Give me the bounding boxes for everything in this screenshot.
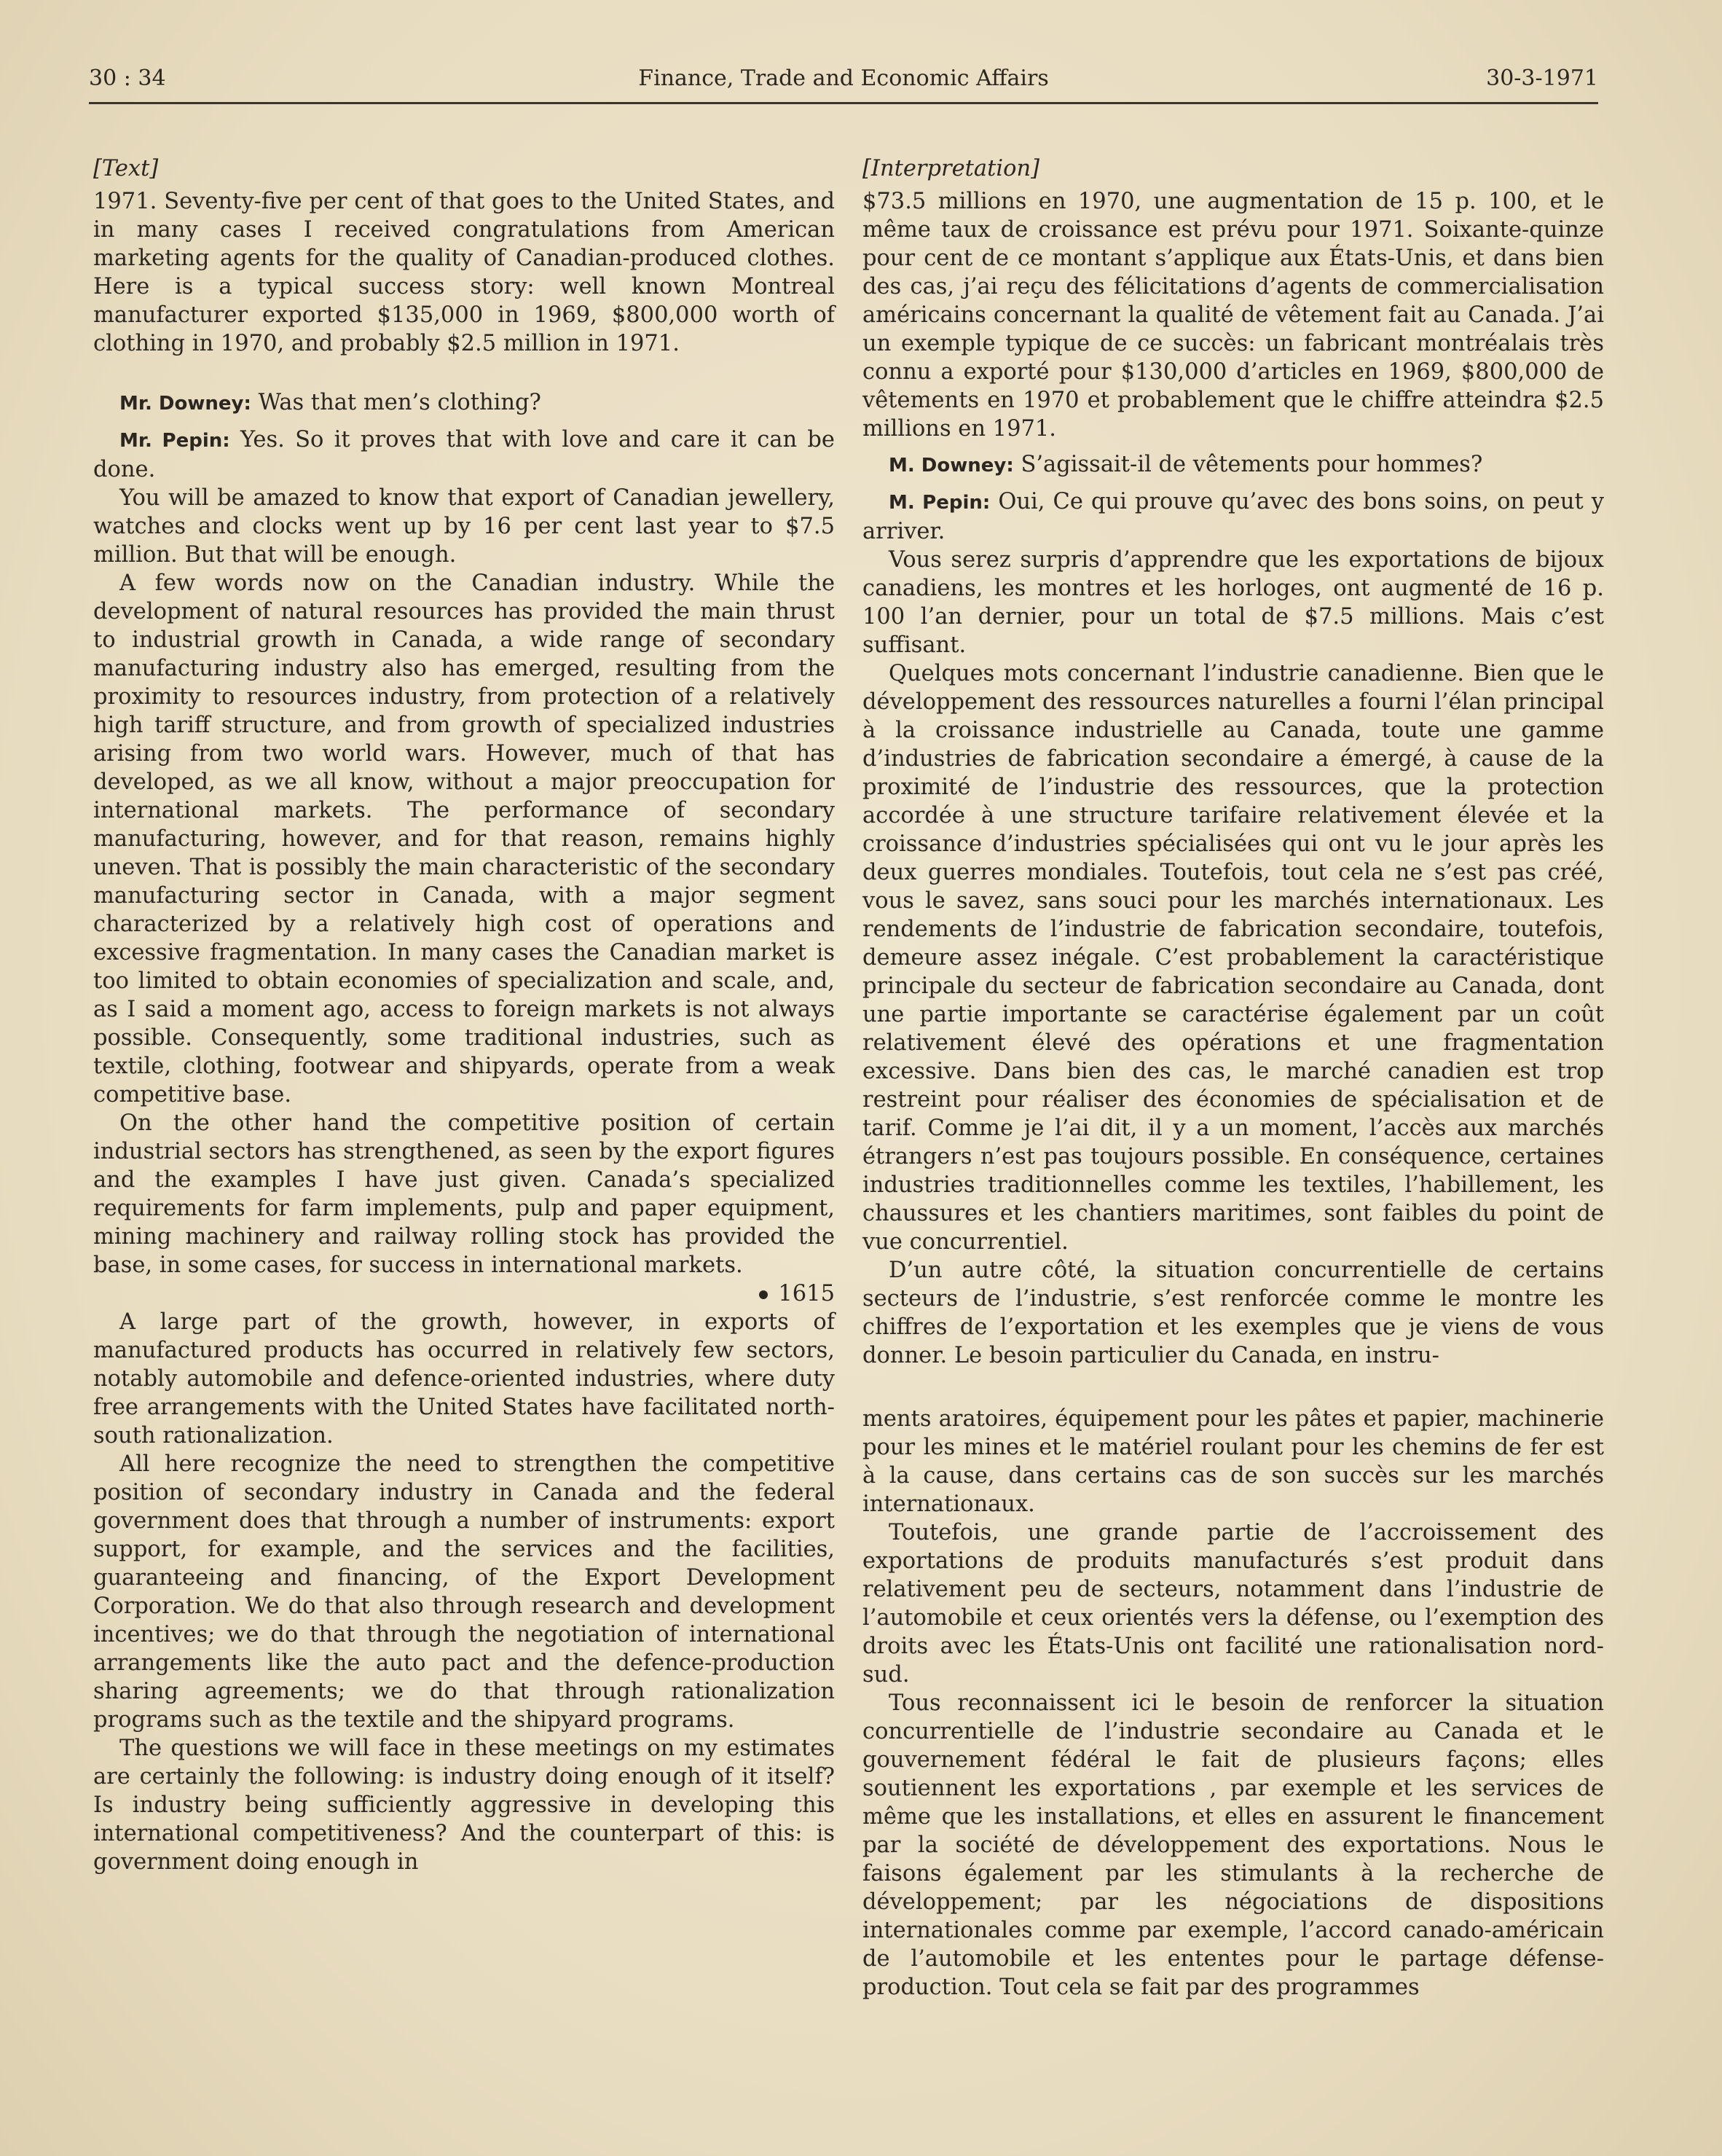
paragraph: Toutefois, une grande partie de l’accroissement des exportations de produits manufacturés s’est produit dans relativement peu de secteurs, notamment dans l’industrie de l’automobile et ceux orientés vers la défense, ou l’exemption des droits avec les États-Unis ont facilité une rationalisation nord-sud.	[862, 1520, 1604, 1687]
paragraph: ments aratoires, équipement pour les pâtes et papier, machinerie pour les mines et le matériel roulant pour les chemins de fer est à la cause, dans certains cas de son succès sur les marchés internationaux.	[862, 1406, 1604, 1517]
speech-text: Oui, Ce qui prouve qu’avec des bons soins, on peut y arriver.	[862, 489, 1605, 544]
column-label: [Text]	[93, 156, 159, 181]
time-marker-text: 1615	[778, 1281, 835, 1306]
paragraph: Quelques mots concernant l’industrie canadienne. Bien que le développement des ressources naturelles a fourni l’élan principal à la croissance industrielle au Canada, toute une gamme d’industries de fabrication secondaire a émergé, à cause de la proximité de l’industrie des ressources, que la protection accordée à une structure tarifaire relativement élevée et la croissance d’industries spécialisées qui ont vu le jour après les deux guerres mondiales. Toutefois, tout cela ne s’est pas créé, vous le savez, sans souci pour les marchés internationaux. Les rendements de l’industrie de fabrication secondaire, toutefois, demeure assez inégale. C’est probablement la caractéristique principale du secteur de fabrication secondaire au Canada, dont une partie importante se caractérise également par un coût relativement élevé des opérations et une fragmentation excessive. Dans bien des cas, le marché canadien est trop restreint pour réaliser des économies de spécialisation et de tarif. Comme je l’ai dit, il y a un moment, l’accès aux marchés étrangers n’est pas toujours possible. En conséquence, certaines industries traditionnelles comme les textiles, l’habillement, les chaussures et les chantiers maritimes, sont faibles du point de vue concurrentiel.	[862, 661, 1604, 1255]
speaker-paragraph	[862, 487, 1604, 546]
paragraph: The questions we will face in these meetings on my estimates are certainly the following: is industry doing enough of it itself? Is industry being sufficiently aggressive in developing this international competitiveness? And the counterpart of this: is government doing enough in	[93, 1736, 835, 1875]
paragraph: You will be amazed to know that export of Canadian jewellery, watches and clocks went up by 16 per cent last year to $7.5 million. But that will be enough.	[93, 485, 835, 568]
column-gap	[862, 1370, 1604, 1405]
paragraph: $73.5 millions en 1970, une augmentation de 15 p. 100, et le même taux de croissance est prévu pour 1971. Soixante-quinze pour cent de ce montant s’applique aux États-Unis, et dans bien des cas, j’ai reçu des félicitations d’agents de commercialisation américains concernant la qualité de vêtement fait au Canada. J’ai un exemple typique de ce succès: un fabricant montréalais très connu a exporté pour $130,000 d’articles en 1969, $800,000 de vêtements en 1970 et probablement que le chiffre atteindra $2.5 millions en 1971.	[862, 189, 1604, 442]
paragraph: Tous reconnaissent ici le besoin de renforcer la situation concurrentielle de l’industrie secondaire au Canada et le gouvernement fédéral le fait de plusieurs façons; elles soutiennent les exportations , par exemple et les services de même que les installations, et elles en assurent le financement par la société de développement des exportations. Nous le faisons également par les stimulants à la recherche de développement; par les négociations de dispositions internationales comme par exemple, l’accord canado-américain de l’automobile et les ententes pour le partage défense-production. Tout cela se fait par des programmes	[862, 1690, 1604, 2000]
speaker-name: Mr. Downey:	[119, 393, 251, 415]
english-column	[93, 154, 835, 1876]
column-label: [Interpretation]	[862, 156, 1039, 181]
bullet-icon	[759, 1290, 768, 1299]
header-date: 30-3-1971	[1486, 66, 1598, 91]
header-title: Finance, Trade and Economic Affairs	[638, 66, 1049, 91]
page-number: 30 : 34	[89, 66, 166, 91]
speaker-name: M. Pepin:	[889, 492, 991, 514]
paragraph: A large part of the growth, however, in exports of manufactured products has occurred in relatively few sectors, notably automobile and defence-oriented industries, where duty free arrangements with the United States have facilitated north-south rationalization.	[93, 1309, 835, 1449]
speech-text: S’agissait-il de vêtements pour hommes?	[1021, 452, 1483, 477]
paragraph: Vous serez surpris d’apprendre que les exportations de bijoux canadiens, les montres et les horloges, ont augmenté de 16 p. 100 l’an dernier, pour un total de $7.5 millions. Mais c’est suffisant.	[862, 547, 1604, 658]
paragraph: A few words now on the Canadian industry. While the development of natural resources has provided the main thrust to industrial growth in Canada, a wide range of secondary manufacturing industry also has emerged, resulting from the proximity to resources industry, from protection of a relatively high tariff structure, and from growth of specialized industries arising from two world wars. However, much of that has developed, as we all know, without a major preoccupation for international markets. The performance of secondary manufacturing, however, and for that reason, remains highly uneven. That is possibly the main characteristic of the secondary manufacturing sector in Canada, with a major segment characterized by a relatively high cost of operations and excessive fragmentation. In many cases the Canadian market is too limited to obtain economies of specialization and scale, and, as I said a moment ago, access to foreign markets is not always possible. Consequently, some traditional industries, such as textile, clothing, footwear and shipyards, operate from a weak competitive base.	[93, 571, 835, 1108]
french-column	[862, 154, 1604, 2002]
speech-text: Was that men’s clothing?	[258, 390, 541, 415]
speaker-paragraph	[862, 450, 1604, 480]
paragraph: D’un autre côté, la situation concurrentielle de certains secteurs de l’industrie, s’est renforcée comme le montre les chiffres de l’exportation et les exemples que je viens de vous donner. Le besoin particulier du Canada, en instru-	[862, 1258, 1604, 1368]
speaker-paragraph	[93, 388, 835, 418]
paragraph: All here recognize the need to strengthen the competitive position of secondary industry in Canada and the federal government does that through a number of instruments: export support, for example, and the services and the facilities, guaranteeing and financing, of the Export Development Corporation. We do that also through research and development incentives; we do that through the negotiation of international arrangements like the auto pact and the defence-production sharing agreements; we do that through rationalization programs such as the textile and the shipyard programs.	[93, 1451, 835, 1733]
speaker-paragraph	[93, 426, 835, 484]
speaker-name: M. Downey:	[889, 455, 1014, 477]
speech-text: Yes. So it proves that with love and care it can be done.	[93, 427, 835, 482]
time-marker	[93, 1279, 835, 1308]
speaker-name: Mr. Pepin:	[119, 430, 230, 452]
paragraph: 1971. Seventy-five per cent of that goes to the United States, and in many cases I received congratulations from American marketing agents for the quality of Canadian-produced clothes. Here is a typical success story: well known Montreal manufacturer exported $135,000 in 1969, $800,000 worth of clothing in 1970, and probably $2.5 million in 1971.	[93, 189, 835, 356]
running-header	[89, 61, 1598, 104]
paragraph: On the other hand the competitive position of certain industrial sectors has strengthened, as seen by the export figures and the examples I have just given. Canada’s specialized requirements for farm implements, pulp and paper equipment, mining machinery and railway rolling stock has provided the base, in some cases, for success in international markets.	[93, 1110, 835, 1278]
